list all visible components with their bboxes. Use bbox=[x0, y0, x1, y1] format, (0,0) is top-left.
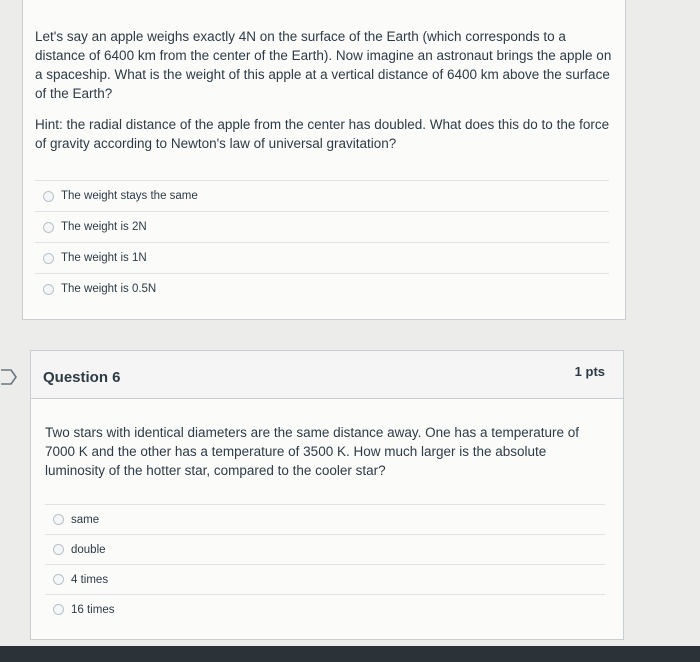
radio-button[interactable] bbox=[53, 574, 64, 585]
answer-option[interactable] bbox=[45, 564, 605, 594]
answer-option[interactable] bbox=[35, 242, 609, 273]
answer-label: The weight is 1N bbox=[61, 252, 147, 264]
answer-label: double bbox=[71, 543, 106, 556]
radio-button[interactable] bbox=[43, 253, 54, 264]
question-6-text: Two stars with identical diameters are the same distance away. One has a temperature of 7000 K and the other has a temperature of 3500 K. How much larger is the absolute luminosity of the hotter star, compared to the cooler star? bbox=[45, 425, 580, 478]
answer-option[interactable] bbox=[35, 273, 609, 304]
radio-button[interactable] bbox=[43, 191, 54, 202]
radio-button[interactable] bbox=[53, 604, 64, 615]
radio-button[interactable] bbox=[53, 514, 64, 525]
question-6-header bbox=[31, 351, 623, 399]
radio-button[interactable] bbox=[53, 544, 64, 555]
answer-label: 16 times bbox=[71, 603, 115, 616]
question-points: 1 pts bbox=[574, 364, 605, 379]
answer-option[interactable] bbox=[35, 180, 609, 211]
flag-question-icon[interactable] bbox=[0, 369, 18, 390]
question-title: Question 6 bbox=[43, 369, 121, 386]
question-6-card bbox=[30, 350, 624, 640]
radio-button[interactable] bbox=[43, 222, 54, 233]
answer-option[interactable] bbox=[35, 211, 609, 242]
question-5-hint: Hint: the radial distance of the apple from the center has doubled. What does this do to the force of gravity according to Newton's law of universal gravitation? bbox=[35, 117, 610, 151]
radio-button[interactable] bbox=[43, 284, 54, 295]
answer-option[interactable] bbox=[45, 594, 605, 624]
question-6-answers bbox=[45, 504, 605, 624]
question-5-answers bbox=[35, 180, 609, 304]
answer-option[interactable] bbox=[45, 534, 605, 564]
bottom-bar bbox=[0, 646, 700, 662]
question-5-text: Let's say an apple weighs exactly 4N on the surface of the Earth (which corresponds to a distance of 6400 km from the center of the Earth). Now imagine an astronaut brings the apple on a spaceship. What is the weight of this apple at a vertical distance of 6400 km above the surface of the Earth? bbox=[35, 29, 612, 101]
answer-label: The weight is 0.5N bbox=[61, 283, 157, 295]
answer-option[interactable] bbox=[45, 504, 605, 534]
answer-label: 4 times bbox=[71, 573, 109, 586]
answer-label: same bbox=[71, 513, 100, 526]
flag-icon bbox=[0, 369, 18, 385]
answer-label: The weight stays the same bbox=[61, 190, 198, 202]
answer-label: The weight is 2N bbox=[61, 221, 147, 233]
question-5-card bbox=[22, 0, 626, 320]
